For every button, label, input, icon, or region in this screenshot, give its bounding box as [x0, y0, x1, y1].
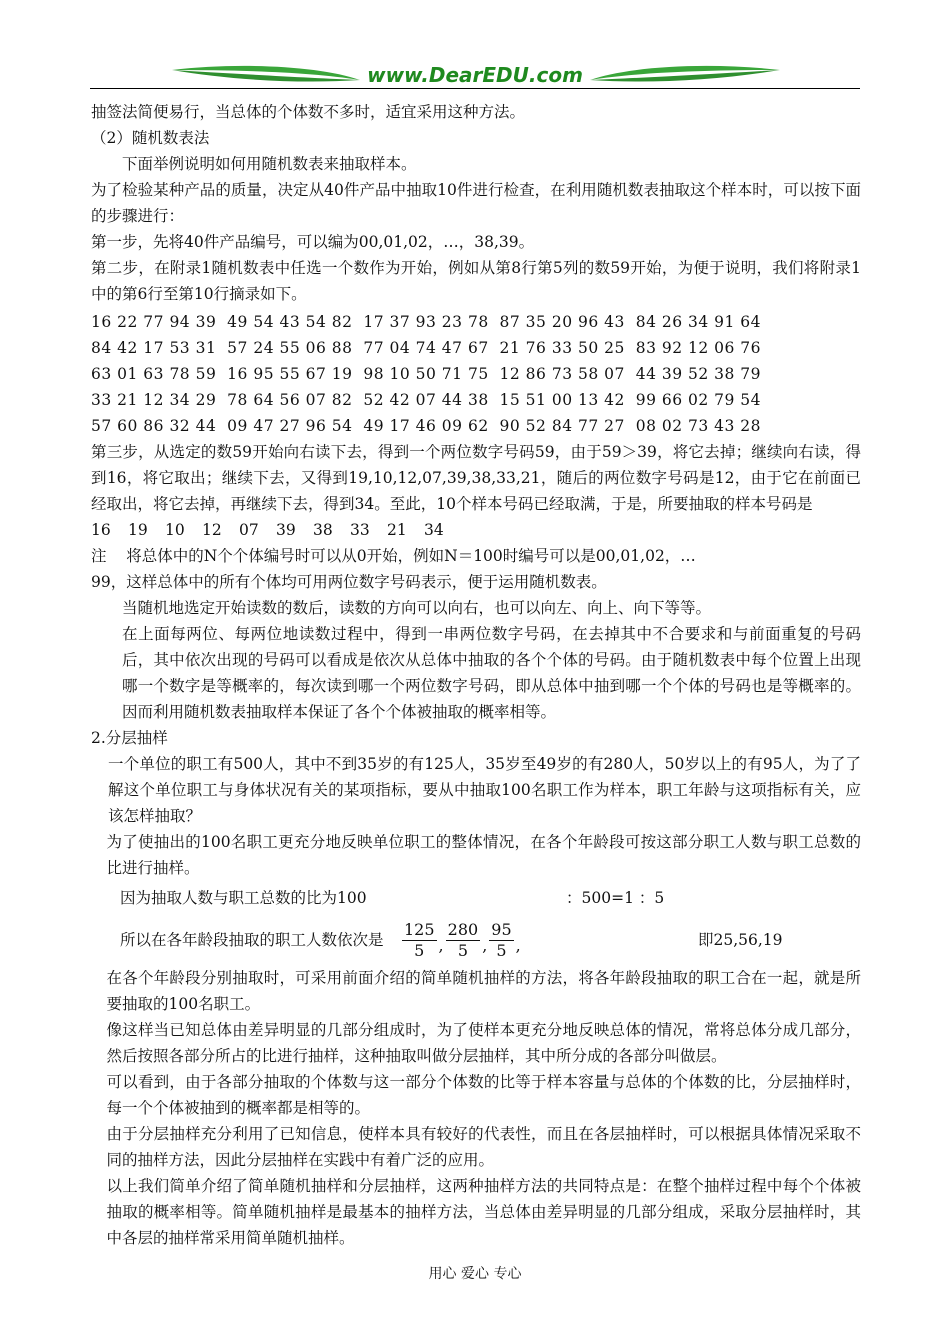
picked-numbers	[91, 517, 861, 543]
picked-number: 16	[91, 521, 111, 539]
fraction-label: 所以在各年龄段抽取的职工人数依次是	[120, 931, 384, 949]
fraction-numerator: 125	[404, 919, 435, 939]
paragraph: 为了检验某种产品的质量，决定从40件产品中抽取10件进行检查，在利用随机数表抽取这个样本时，可以按下面的步骤进行：	[91, 181, 861, 225]
page-header	[90, 58, 860, 90]
picked-number: 10	[165, 521, 185, 539]
paragraph: 可以看到，由于各部分抽取的个体数与这一部分个体数的比等于样本容量与总体的个体数的比，分层抽样时，每一个个体被抽到的概率都是相等的。	[106, 1073, 861, 1117]
fraction-answer: 即25,56,19	[698, 931, 783, 949]
paragraph: 在上面每两位、每两位地读数过程中，得到一串两位数字号码，在去掉其中不合要求和与前面重复的号码后，其中依次出现的号码可以看成是依次从总体中抽取的各个个体的号码。由于随机数表中每个位置上出现哪一个数字是等概率的，每次读到哪一个两位数字号码，即从总体中抽到哪一个个体的号码也是等概率的。因而利用随机数表抽取样本保证了各个个体被抽取的概率相等。	[122, 625, 861, 721]
picked-number: 33	[350, 521, 370, 539]
fraction-line	[91, 915, 861, 965]
picked-number: 38	[313, 521, 333, 539]
document-body	[91, 99, 861, 1251]
picked-number: 34	[424, 521, 444, 539]
step-one: 第一步，先将40件产品编号，可以编为00,01,02，…，38,39。	[91, 233, 535, 251]
fraction	[446, 920, 481, 961]
note: 注 将总体中的N个个体编号时可以从0开始，例如N＝100时编号可以是00,01,02，…	[91, 547, 696, 565]
number-row: 84 42 17 53 31 57 24 55 06 88 77 04 74 47 67 21 76 33 50 25 83 92 12 06 76	[91, 339, 762, 357]
example-problem: 一个单位的职工有500人，其中不到35岁的有125人，35岁至49岁的有280人，50岁以上的有95人，为了了解这个单位职工与身体状况有关的某项指标，要从中抽取100名职工作为样本，职工年龄与这项指标有关，应该怎样抽取？	[108, 755, 861, 825]
paragraph: 当随机地选定开始读数的数后，读数的方向可以向右，也可以向左、向上、向下等等。	[122, 599, 712, 617]
random-number-table	[91, 309, 861, 439]
picked-number: 19	[128, 521, 148, 539]
note-continued: 99，这样总体中的所有个体均可用两位数字号码表示，便于运用随机数表。	[91, 573, 607, 591]
ratio-text: 因为抽取人数与职工总数的比为100	[120, 889, 367, 907]
summary-paragraph: 以上我们简单介绍了简单随机抽样和分层抽样，这两种抽样方法的共同特点是：在整个抽样过程中每个个体被抽取的概率相等。简单随机抽样是最基本的抽样方法，当总体由差异明显的几部分组成，采取分层抽样时，其中各层的抽样常采用简单随机抽样。	[106, 1177, 861, 1247]
paragraph: 在各个年龄段分别抽取时，可采用前面介绍的简单随机抽样的方法，将各年龄段抽取的职工合在一起，就是所要抽取的100名职工。	[106, 969, 861, 1013]
fraction	[489, 920, 513, 961]
number-row: 33 21 12 34 29 78 64 56 07 82 52 42 07 44 38 15 51 00 13 42 99 66 02 79 54	[91, 391, 762, 409]
step-two: 第二步，在附录1随机数表中任选一个数作为开始，例如从第8行第5列的数59开始，为便于说明，我们将附录1中的第6行至第10行摘录如下。	[91, 259, 861, 303]
fraction-numerator: 280	[447, 919, 479, 939]
fraction-denominator: 5	[414, 940, 425, 960]
subsection-title: （2）随机数表法	[91, 129, 210, 147]
picked-number: 21	[387, 521, 407, 539]
picked-number: 39	[276, 521, 296, 539]
fraction-denominator: 5	[457, 940, 468, 960]
section-title: 2.分层抽样	[91, 729, 168, 747]
text-line: 抽签法简便易行，当总体的个体数不多时，适宜采用这种方法。	[91, 103, 526, 121]
picked-number: 12	[202, 521, 222, 539]
fraction	[402, 920, 437, 961]
fraction-numerator: 95	[491, 919, 512, 939]
fractions: $\frac{125}{5}$ , $\frac{280}{5}$ , $\frac{95}{5}$ ,	[404, 919, 521, 960]
ratio-line	[91, 885, 861, 913]
number-row: 63 01 63 78 59 16 95 55 67 19 98 10 50 71 75 12 86 73 58 07 44 39 52 38 79	[91, 365, 762, 383]
header-rule	[90, 88, 860, 89]
ratio-value: ：500=1 ：5	[566, 889, 665, 907]
fraction-denominator: 5	[496, 940, 507, 960]
picked-number: 07	[239, 521, 259, 539]
paragraph: 由于分层抽样充分利用了已知信息，使样本具有较好的代表性，而且在各层抽样时，可以根据具体情况采取不同的抽样方法，因此分层抽样在实践中有着广泛的应用。	[106, 1125, 861, 1169]
definition-paragraph: 像这样当已知总体由差异明显的几部分组成时，为了使样本更充分地反映总体的情况，常将总体分成几部分，然后按照各部分所占的比进行抽样，这种抽取叫做分层抽样，其中所分成的各部分叫做层。	[106, 1021, 861, 1065]
number-row: 57 60 86 32 44 09 47 27 96 54 49 17 46 09 62 90 52 84 77 27 08 02 73 43 28	[91, 417, 762, 435]
number-row: 16 22 77 94 39 49 54 43 54 82 17 37 93 23 78 87 35 20 96 43 84 26 34 91 64	[91, 313, 762, 331]
logo-text: www.DearEDU.com	[367, 63, 583, 87]
page-footer: 用心 爱心 专心	[428, 1266, 522, 1282]
paragraph: 下面举例说明如何用随机数表来抽取样本。	[122, 155, 417, 173]
step-three: 第三步，从选定的数59开始向右读下去，得到一个两位数字号码59，由于59＞39，将它去掉；继续向右读，得到16，将它取出；继续下去，又得到19,10,12,07,39,38,33,21，随后的两位数字号码是12，由于它在前面已经取出，将它去掉，再继续下去，得到34。至此，10个样本号码已经取满，于是，所要抽取的样本号码是	[91, 443, 861, 513]
solution-paragraph: 为了使抽出的100名职工更充分地反映单位职工的整体情况，在各个年龄段可按这部分职工人数与职工总数的比进行抽样。	[106, 833, 861, 877]
dearedu-logo	[90, 58, 860, 90]
